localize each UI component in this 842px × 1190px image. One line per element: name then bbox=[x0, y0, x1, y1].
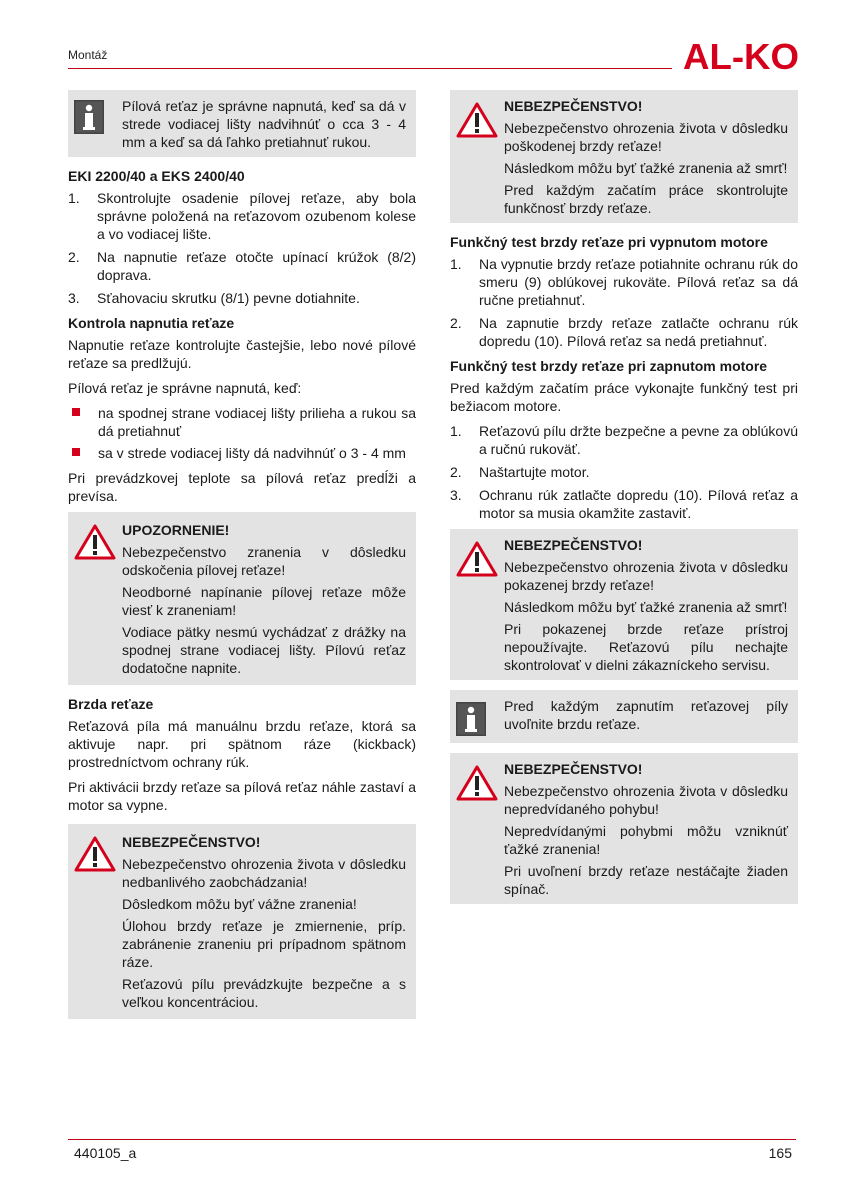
info-icon bbox=[74, 100, 104, 134]
list-item: 2. Na zapnutie brzdy reťaze zatlačte ochranu rúk dopredu (10). Pílová reťaz sa nedá pretiahnuť. bbox=[450, 315, 798, 349]
paragraph: Napnutie reťaze kontrolujte častejšie, lebo nové pílové reťaze sa predlžujú. bbox=[68, 337, 416, 371]
caution-line: Nebezpečenstvo zranenia v dôsledku odskočenia pílovej reťaze! bbox=[122, 544, 406, 578]
logo-text: AL-KO bbox=[683, 40, 799, 72]
heading-test-off: Funkčný test brzdy reťaze pri vypnutom motore bbox=[450, 234, 768, 250]
paragraph: Reťazová píla má manuálnu brzdu reťaze, ktorá sa aktivuje napr. pri spätnom ráze (kickback) prostredníctvom ochrany rúk. bbox=[68, 718, 416, 770]
heading-test-on: Funkčný test brzdy reťaze pri zapnutom motore bbox=[450, 358, 768, 374]
danger-title: NEBEZPEČENSTVO! bbox=[504, 761, 643, 777]
danger-title: NEBEZPEČENSTVO! bbox=[122, 834, 261, 850]
danger-line: Pri uvoľnení brzdy reťaze nestáčajte žiaden spínač. bbox=[504, 863, 788, 897]
warning-triangle-icon bbox=[74, 836, 116, 872]
danger-box bbox=[450, 753, 798, 904]
list-item: 2. Na napnutie reťaze otočte upínací krúžok (8/2) doprava. bbox=[68, 249, 416, 283]
danger-line: Nebezpečenstvo ohrozenia života v dôsledku nedbanlivého zaobchádzania! bbox=[122, 856, 406, 890]
danger-title: NEBEZPEČENSTVO! bbox=[504, 98, 643, 114]
left-column bbox=[68, 90, 416, 1029]
footer-divider bbox=[68, 1139, 796, 1140]
heading-eki: EKI 2200/40 a EKS 2400/40 bbox=[68, 168, 245, 184]
danger-title: NEBEZPEČENSTVO! bbox=[504, 537, 643, 553]
danger-line: Následkom môžu byť ťažké zranenia až smrť! bbox=[504, 160, 788, 176]
list-item: 3. Ochranu rúk zatlačte dopredu (10). Pílová reťaz a motor sa musia okamžite zastaviť. bbox=[450, 487, 798, 521]
danger-line: Nepredvídanými pohybmi môžu vzniknúť ťažké zranenia! bbox=[504, 823, 788, 857]
tension-bullets bbox=[68, 404, 416, 462]
danger-line: Pred každým začatím práce skontrolujte funkčnosť brzdy reťaze. bbox=[504, 182, 788, 216]
caution-box bbox=[68, 512, 416, 685]
list-item: 1. Na vypnutie brzdy reťaze potiahnite ochranu rúk do smeru (9) oblúkovej rukoväte. Pílová reťaz sa dá ručne pretiahnuť. bbox=[450, 256, 798, 308]
section-title: Montáž bbox=[68, 48, 108, 62]
list-item: 2. Naštartujte motor. bbox=[450, 464, 590, 480]
page-number: 165 bbox=[768, 1145, 792, 1161]
danger-line: Reťazovú pílu prevádzkujte bezpečne a s veľkou koncentráciou. bbox=[122, 976, 406, 1010]
danger-line: Následkom môžu byť ťažké zranenia až smrť! bbox=[504, 599, 788, 615]
danger-box bbox=[68, 824, 416, 1019]
paragraph: Pred každým začatím práce vykonajte funkčný test pri bežiacom motore. bbox=[450, 380, 798, 414]
bullet-square-icon bbox=[72, 448, 80, 456]
info-note bbox=[450, 690, 798, 743]
steps-eki bbox=[68, 189, 416, 307]
caution-title: UPOZORNENIE! bbox=[122, 522, 230, 538]
paragraph: Pri prevádzkovej teplote sa pílová reťaz predĺži a prevísa. bbox=[68, 470, 416, 504]
danger-line: Nebezpečenstvo ohrozenia života v dôsledku poškodenej brzdy reťaze! bbox=[504, 120, 788, 154]
warning-triangle-icon bbox=[456, 765, 498, 801]
warning-triangle-icon bbox=[456, 541, 498, 577]
danger-line: Úlohou brzdy reťaze je zmiernenie, príp. zabránenie zraneniu pri prípadnom spätnom ráze. bbox=[122, 918, 406, 970]
info-note-text: Pred každým zapnutím reťazovej píly uvoľnite brzdu reťaze. bbox=[504, 698, 788, 732]
info-icon bbox=[456, 702, 486, 736]
danger-line: Dôsledkom môžu byť vážne zranenia! bbox=[122, 896, 357, 912]
danger-line: Pri pokazenej brzde reťaze prístroj nepoužívajte. Reťazovú pílu nechajte skontrolovať v dielni zákazníckeho servisu. bbox=[504, 621, 788, 673]
danger-box bbox=[450, 90, 798, 223]
steps-test-on bbox=[450, 422, 798, 522]
list-item: sa v strede vodiacej lišty dá nadvihnúť o 3 - 4 mm bbox=[68, 444, 416, 462]
info-note-text: Pílová reťaz je správne napnutá, keď sa dá v strede vodiacej lišty nadvihnúť o cca 3 - 4 mm a keď sa dá ľahko pretiahnuť rukou. bbox=[122, 98, 406, 150]
list-item: 3. Sťahovaciu skrutku (8/1) pevne dotiahnite. bbox=[68, 290, 360, 306]
danger-line: Nebezpečenstvo ohrozenia života v dôsledku nepredvídaného pohybu! bbox=[504, 783, 788, 817]
warning-triangle-icon bbox=[456, 102, 498, 138]
caution-line: Vodiace pätky nesmú vychádzať z drážky na spodnej strane vodiacej lišty. Pílovú reťaz dodatočne napnite. bbox=[122, 624, 406, 676]
header-divider bbox=[68, 68, 672, 69]
steps-test-off bbox=[450, 255, 798, 350]
info-note bbox=[68, 90, 416, 157]
document-code: 440105_a bbox=[74, 1145, 137, 1161]
heading-kontrola: Kontrola napnutia reťaze bbox=[68, 315, 235, 331]
brand-logo bbox=[683, 40, 799, 72]
right-column bbox=[450, 90, 798, 914]
list-item: 1. Reťazovú pílu držte bezpečne a pevne za oblúkovú a ručnú rukoväť. bbox=[450, 423, 798, 457]
list-item: na spodnej strane vodiacej lišty prilieha a rukou sa dá pretiahnuť bbox=[68, 404, 416, 440]
danger-box bbox=[450, 529, 798, 680]
danger-line: Nebezpečenstvo ohrozenia života v dôsledku pokazenej brzdy reťaze! bbox=[504, 559, 788, 593]
caution-line: Neodborné napínanie pílovej reťaze môže viesť k zraneniam! bbox=[122, 584, 406, 618]
warning-triangle-icon bbox=[74, 524, 116, 560]
heading-brzda: Brzda reťaze bbox=[68, 696, 154, 712]
bullet-square-icon bbox=[72, 408, 80, 416]
list-item: 1. Skontrolujte osadenie pílovej reťaze, aby bola správne položená na reťazovom ozubenom kolese a vo vodiacej lište. bbox=[68, 190, 416, 242]
paragraph: Pílová reťaz je správne napnutá, keď: bbox=[68, 380, 302, 396]
paragraph: Pri aktivácii brzdy reťaze sa pílová reťaz náhle zastaví a motor sa vypne. bbox=[68, 779, 416, 813]
